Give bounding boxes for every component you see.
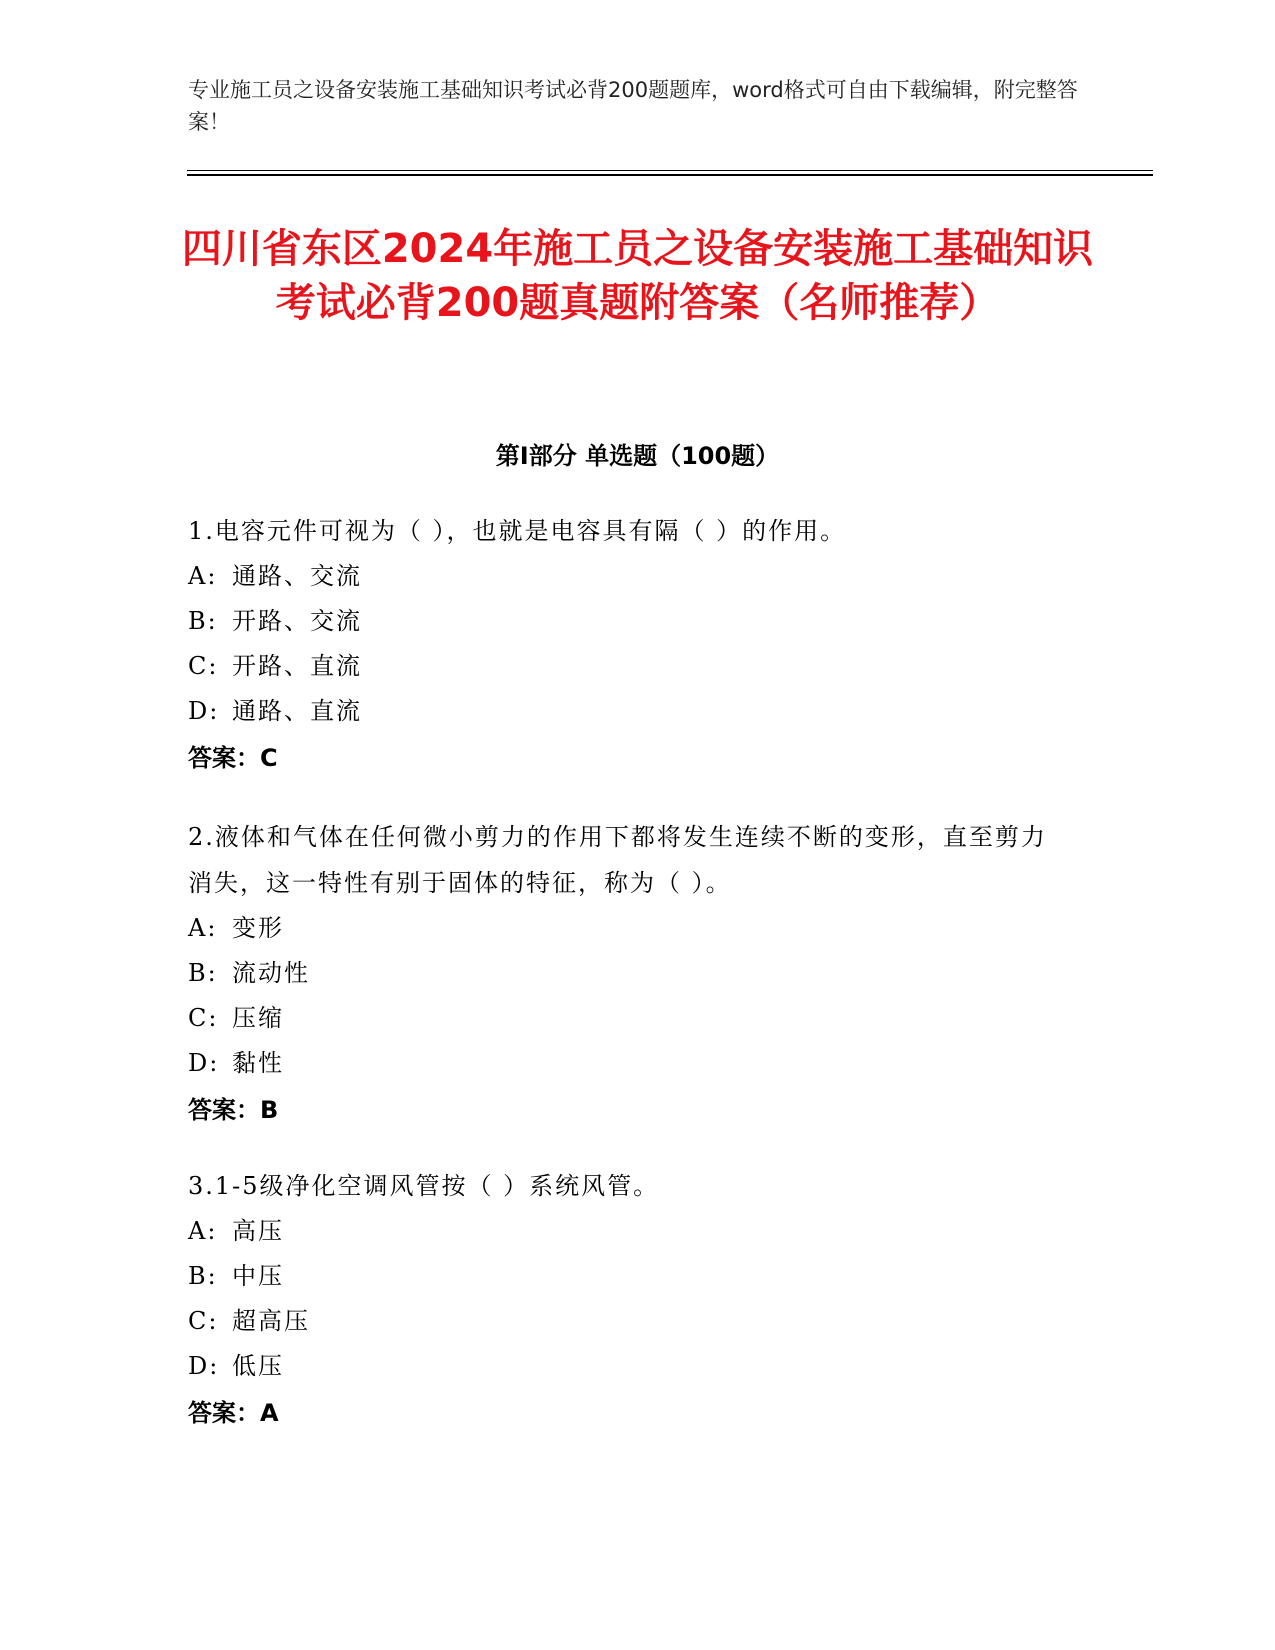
option-c <box>188 996 1068 1041</box>
option-letter: A: <box>188 562 218 590</box>
document-title: 四川省东区2024年施工员之设备安装施工基础知识考试必背200题真题附答案（名师推荐） <box>181 226 1094 326</box>
question-stem: 3.1-5级净化空调风管按（ ）系统风管。 <box>188 1172 660 1200</box>
answer: 答案：C <box>188 744 278 772</box>
option-letter: B: <box>188 607 218 635</box>
option-d <box>188 1041 1068 1086</box>
option-letter: B: <box>188 959 218 987</box>
option-letter: C: <box>188 652 219 680</box>
option-letter: D: <box>188 1049 220 1077</box>
header-note: 专业施工员之设备安装施工基础知识考试必背200题题库，word格式可自由下载编辑，附完整答案！ <box>188 78 1078 134</box>
option-text: 开路、交流 <box>232 607 362 635</box>
question-1 <box>188 508 1068 782</box>
option-text: 低压 <box>232 1352 284 1380</box>
header-divider-thick <box>187 174 1153 176</box>
option-b <box>188 951 1068 996</box>
option-text: 流动性 <box>232 959 310 987</box>
option-d <box>188 689 1068 734</box>
header-divider-thin <box>187 170 1153 171</box>
question-stem: 1.电容元件可视为（ ），也就是电容具有隔（ ）的作用。 <box>188 517 847 545</box>
option-text: 通路、交流 <box>232 562 362 590</box>
option-b <box>188 599 1068 644</box>
option-text: 压缩 <box>232 1004 284 1032</box>
option-text: 高压 <box>232 1217 284 1245</box>
option-letter: D: <box>188 1352 220 1380</box>
option-text: 黏性 <box>232 1049 284 1077</box>
question-2 <box>188 814 1068 1134</box>
option-c <box>188 644 1068 689</box>
answer: 答案：A <box>188 1399 279 1427</box>
option-letter: B: <box>188 1262 218 1290</box>
option-text: 开路、直流 <box>232 652 362 680</box>
option-letter: D: <box>188 697 220 725</box>
option-text: 通路、直流 <box>232 697 362 725</box>
option-b <box>188 1254 1068 1299</box>
option-letter: A: <box>188 1217 218 1245</box>
answer: 答案：B <box>188 1096 279 1124</box>
section-heading: 第I部分 单选题（100题） <box>495 442 780 470</box>
option-a <box>188 906 1068 951</box>
option-letter: A: <box>188 914 218 942</box>
question-3 <box>188 1163 1068 1437</box>
option-c <box>188 1299 1068 1344</box>
option-letter: C: <box>188 1307 219 1335</box>
option-a <box>188 554 1068 599</box>
option-d <box>188 1344 1068 1389</box>
option-text: 中压 <box>232 1262 284 1290</box>
option-letter: C: <box>188 1004 219 1032</box>
option-a <box>188 1209 1068 1254</box>
option-text: 超高压 <box>232 1307 310 1335</box>
option-text: 变形 <box>232 914 284 942</box>
question-stem: 2.液体和气体在任何微小剪力的作用下都将发生连续不断的变形，直至剪力消失，这一特性有别于固体的特征，称为（ ）。 <box>188 823 1047 897</box>
